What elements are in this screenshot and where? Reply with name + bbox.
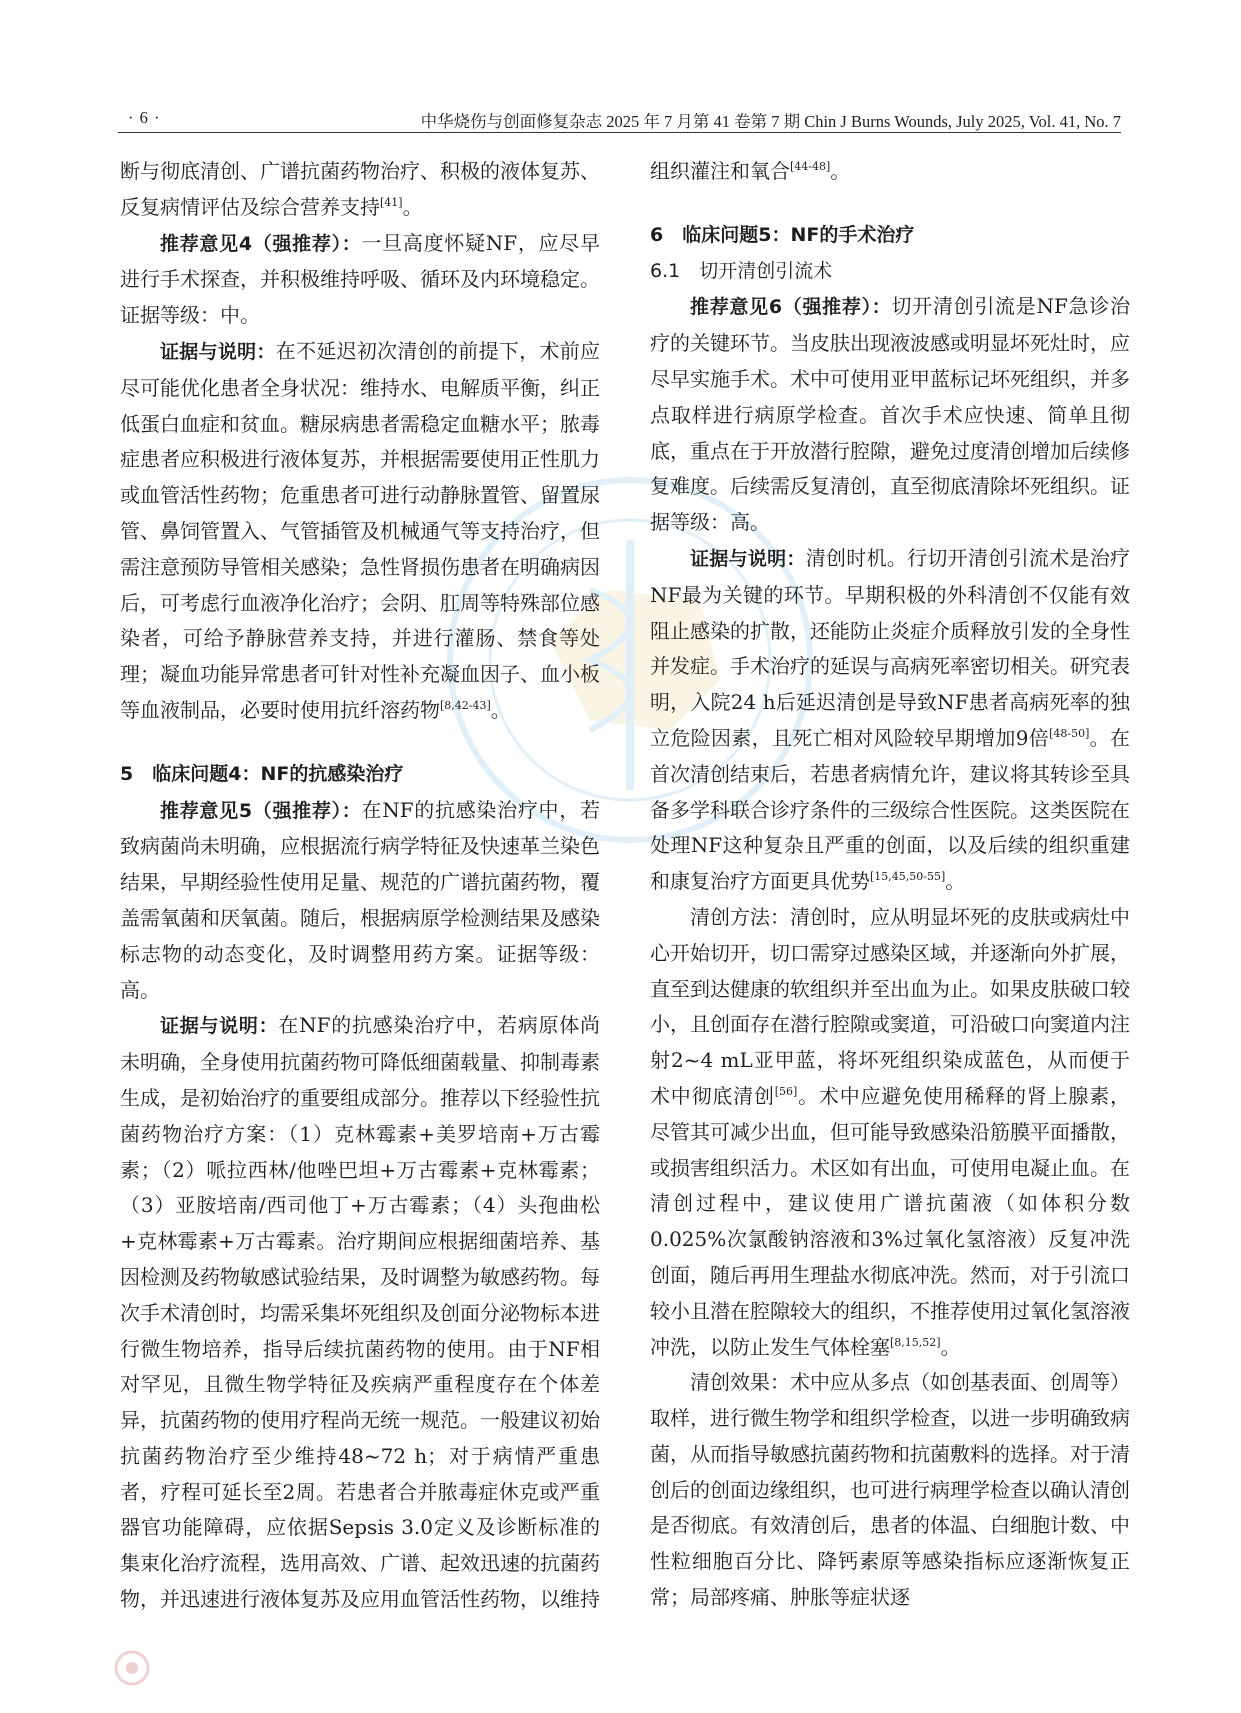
- subsection-heading-6-1: 6.1 切开清创引流术: [650, 259, 833, 282]
- journal-citation: 中华烧伤与创面修复杂志 2025 年 7 月第 41 卷第 7 期 Chin J Burns Wounds, July 2025, Vol. 41, No. 7: [420, 112, 1121, 131]
- publisher-watermark: [112, 1648, 532, 1688]
- recommendation-4: 推荐意见4（强推荐）：一旦高度怀疑NF，应尽早进行手术探查，并积极维持呼吸、循环及内环境稳定。证据等级：中。: [120, 230, 600, 328]
- debridement-effect-paragraph: 清创效果：术中应从多点（如创基表面、创周等）取样，进行微生物学和组织学检查，以进一步明确致病菌，从而指导敏感抗菌药物和抗菌敷料的选择。对于清创后的创面边缘组织，也可进行病理学检查以确认清创是否彻底。有效清创后，患者的体温、白细胞计数、中性粒细胞百分比、降钙素原等感染指标应逐渐恢复正常；局部疼痛、肿胀等症状逐: [650, 1370, 1130, 1610]
- flower-logo-icon: [112, 1648, 152, 1688]
- section-heading-5: 5 临床问题4：NF的抗感染治疗: [120, 762, 404, 785]
- left-column: [120, 154, 600, 1618]
- evidence-label: 证据与说明：: [690, 547, 806, 570]
- running-header: [118, 108, 1121, 133]
- evidence-paragraph: 证据与说明：在不延迟初次清创的前提下，术前应尽可能优化患者全身状况：维持水、电解质平衡，纠正低蛋白血症和贫血。糖尿病患者需稳定血糖水平；脓毒症患者应积极进行液体复苏，并根据需要使用正性肌力或血管活性药物；危重患者可进行动静脉置管、留置尿管、鼻饲管置入、气管插管及机械通气等支持治疗，但需注意预防导管相关感染；急性肾损伤患者在明确病因后，可考虑行血液净化治疗；会阴、肛周等特殊部位感染者，可给予静脉营养支持，并进行灌肠、禁食等处理；凝血功能异常患者可针对性补充凝血因子、血小板等血液制品，必要时使用抗纤溶药物[8,42-43]。: [120, 338, 600, 722]
- right-column: [650, 154, 1130, 1616]
- recommendation-5: 推荐意见5（强推荐）：在NF的抗感染治疗中，若致病菌尚未明确，应根据流行病学特征及快速革兰染色结果，早期经验性使用足量、规范的广谱抗菌药物，覆盖需氧菌和厌氧菌。随后，根据病原学检测结果及感染标志物的动态变化，及时调整用药方案。证据等级：高。: [120, 797, 600, 1002]
- recommendation-6: 推荐意见6（强推荐）：切开清创引流是NF急诊治疗的关键环节。当皮肤出现液波感或明显坏死灶时，应尽早实施手术。术中可使用亚甲蓝标记坏死组织，并多点取样进行病原学检查。首次手术应快速、简单且彻底，重点在于开放潜行腔隙，避免过度清创增加后续修复难度。后续需反复清创，直至彻底清除坏死组织。证据等级：高。: [650, 294, 1130, 535]
- paragraph-continuation: 组织灌注和氧合[44-48]。: [650, 159, 851, 183]
- section-heading-6: 6 临床问题5：NF的手术治疗: [650, 223, 915, 246]
- evidence-paragraph: 证据与说明：在NF的抗感染治疗中，若病原体尚未明确，全身使用抗菌药物可降低细菌载量、抑制毒素生成，是初始治疗的重要组成部分。推荐以下经验性抗菌药物治疗方案：（1）克林霉素+美罗培南+万古霉素；（2）哌拉西林/他唑巴坦+万古霉素+克林霉素；（3）亚胺培南/西司他丁+万古霉素；（4）头孢曲松+克林霉素+万古霉素。治疗期间应根据细菌培养、基因检测及药物敏感试验结果，及时调整为敏感药物。每次手术清创时，均需采集坏死组织及创面分泌物标本进行微生物培养，指导后续抗菌药物的使用。由于NF相对罕见，且微生物学特征及疾病严重程度存在个体差异，抗菌药物的使用疗程尚无统一规范。一般建议初始抗菌药物治疗至少维持48~72 h；对于病情严重患者，疗程可延长至2周。若患者合并脓毒症休克或严重器官功能障碍，应依据Sepsis 3.0定义及诊断标准的集束化治疗流程，选用高效、广谱、起效迅速的抗菌药物，并迅速进行液体复苏及应用血管活性药物，以维持: [120, 1013, 600, 1612]
- recommendation-label: 推荐意见6（强推荐）：: [690, 296, 892, 319]
- evidence-label: 证据与说明：: [160, 340, 276, 363]
- page-number: · 6 ·: [128, 108, 161, 127]
- evidence-label: 证据与说明：: [160, 1015, 279, 1038]
- paragraph-continuation: 断与彻底清创、广谱抗菌药物治疗、积极的液体复苏、反复病情评估及综合营养支持[41]。: [120, 159, 600, 219]
- recommendation-label: 推荐意见4（强推荐）：: [160, 232, 362, 255]
- debridement-method-paragraph: 清创方法：清创时，应从明显坏死的皮肤或病灶中心开始切开，切口需穿过感染区域，并逐渐向外扩展，直至到达健康的软组织并至出血为止。如果皮肤破口较小，且创面存在潜行腔隙或窦道，可沿破口向窦道内注射2~4 mL亚甲蓝，将坏死组织染成蓝色，从而便于术中彻底清创[56]。术中应避免使用稀释的肾上腺素，尽管其可减少出血，但可能导致感染沿筋膜平面播散，或损害组织活力。术区如有出血，可使用电凝止血。在清创过程中，建议使用广谱抗菌液（如体积分数0.025%次氯酸钠溶液和3%过氧化氢溶液）反复冲洗创面，随后再用生理盐水彻底冲洗。然而，对于引流口较小且潜在腔隙较大的组织，不推荐使用过氧化氢溶液冲洗，以防止发生气体栓塞[8,15,52]。: [650, 904, 1131, 1359]
- recommendation-label: 推荐意见5（强推荐）：: [160, 799, 362, 822]
- evidence-paragraph: 证据与说明：清创时机。行切开清创引流术是治疗NF最为关键的环节。早期积极的外科清创不仅能有效阻止感染的扩散，还能防止炎症介质释放引发的全身性并发症。手术治疗的延误与高病死率密切相关。研究表明，入院24 h后延迟清创是导致NF患者高病死率的独立危险因素，且死亡相对风险较早期增加9倍[48-50]。在首次清创结束后，若患者病情允许，建议将其转诊至具备多学科联合诊疗条件的三级综合性医院。这类医院在处理NF这种复杂且严重的创面，以及后续的组织重建和康复治疗方面更具优势[15,45,50-55]。: [650, 545, 1130, 894]
